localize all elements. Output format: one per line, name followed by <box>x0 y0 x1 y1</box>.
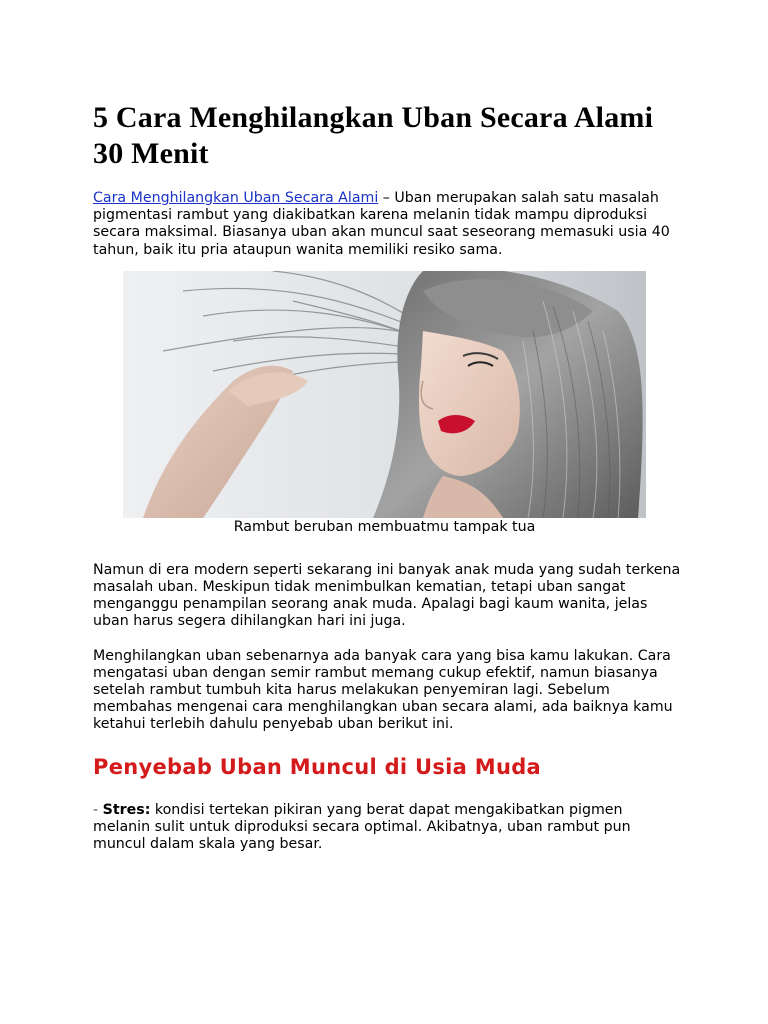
image-caption: Rambut beruban membuatmu tampak tua <box>233 518 536 535</box>
cause-dash: - <box>93 801 103 818</box>
cause-label: Stres: <box>102 801 151 818</box>
paragraph-1: Namun di era modern seperti sekarang ini banyak anak muda yang sudah terkena masalah uban. Meskipun tidak menimbulkan kematian, tetapi uban sangat menganggu penampilan seorang anak muda. Apalagi bagi kaum wanita, jelas uban harus segera dihilangkan hari ini juga. <box>93 561 681 630</box>
section-heading: Penyebab Uban Muncul di Usia Muda <box>93 754 542 779</box>
cause-stres <box>93 802 683 854</box>
article <box>93 100 683 853</box>
intro-link[interactable]: Cara Menghilangkan Uban Secara Alami <box>93 190 379 206</box>
article-figure <box>123 271 646 536</box>
article-title: 5 Cara Menghilangkan Uban Secara Alami 30 Menit <box>93 101 654 170</box>
gray-hair-woman-photo <box>123 271 646 518</box>
intro-text: – Uban merupakan salah satu masalah pigmentasi rambut yang diakibatkan karena melanin tidak mampu diproduksi secara maksimal. Biasanya uban akan muncul saat seseorang memasuki usia 40 tahun, baik itu pria ataupun wanita memiliki resiko sama. <box>93 190 670 258</box>
cause-text: kondisi tertekan pikiran yang berat dapat mengakibatkan pigmen melanin sulit untuk diproduksi secara optimal. Akibatnya, uban rambut pun muncul dalam skala yang besar. <box>93 801 631 853</box>
intro-paragraph <box>93 190 683 259</box>
paragraph-2: Menghilangkan uban sebenarnya ada banyak cara yang bisa kamu lakukan. Cara mengatasi uban dengan semir rambut memang cukup efektif, namun biasanya setelah rambut tumbuh kita harus melakukan penyemiran lagi. Sebelum membahas mengenai cara menghilangkan uban secara alami, ada baiknya kamu ketahui terlebih dahulu penyebab uban berikut ini. <box>93 647 673 733</box>
